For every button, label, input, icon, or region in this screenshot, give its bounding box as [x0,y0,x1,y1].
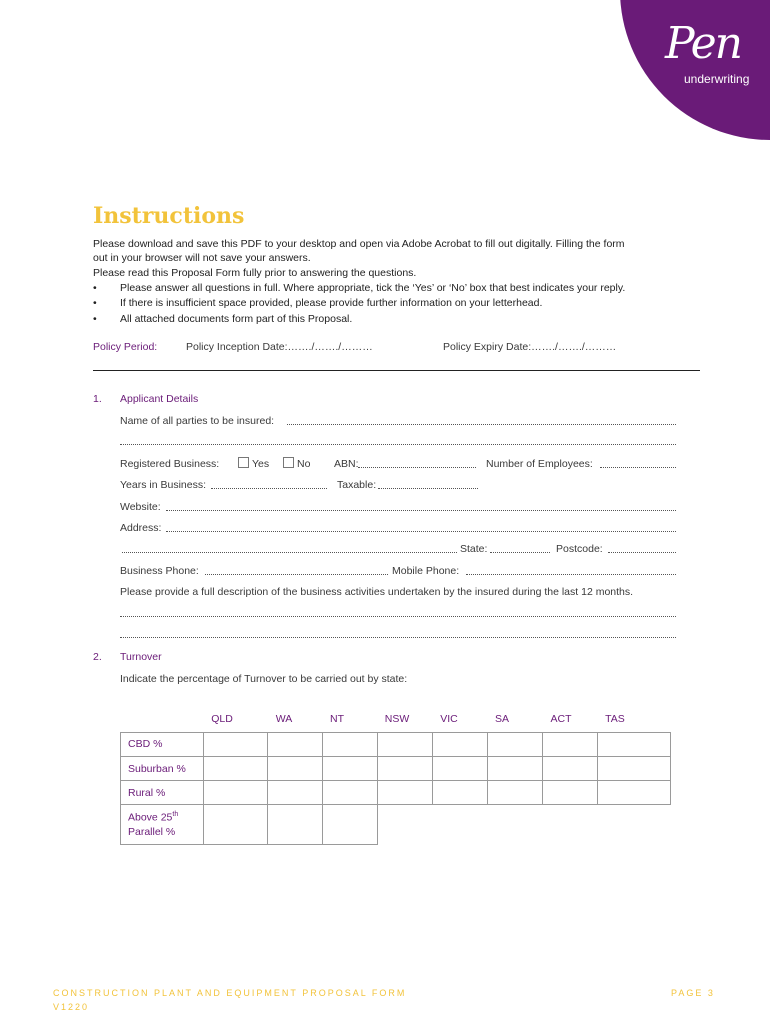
mobile-phone-input[interactable] [466,574,676,575]
policy-inception-date-field[interactable]: Policy Inception Date:……./……./……… [186,341,373,353]
section-heading: Applicant Details [120,393,199,405]
instruction-bullet [93,297,542,309]
address-label: Address: [120,522,162,534]
turnover-input-qld[interactable] [203,804,268,845]
yes-label: Yes [252,458,270,470]
employees-label: Number of Employees: [486,458,593,470]
turnover-input-wa[interactable] [267,780,323,805]
section-number: 1. [93,393,102,405]
turnover-input-nsw[interactable] [377,756,433,781]
intro-line: out in your browser will not save your answers. [93,252,311,264]
registered-no-option[interactable] [283,457,310,470]
turnover-input-nsw[interactable] [377,780,433,805]
row-label-rural: Rural % [128,787,166,799]
postcode-label: Postcode: [556,543,603,555]
column-header-wa: WA [275,713,293,725]
section-divider [93,370,700,371]
column-header-nt: NT [330,713,344,725]
column-header-tas: TAS [605,713,625,725]
state-input[interactable] [490,552,550,553]
intro-line: Please download and save this PDF to your desktop and open via Adobe Acrobat to fill out digitally. Filling the form [93,238,625,250]
turnover-input-qld[interactable] [203,732,268,757]
years-in-business-input[interactable] [211,488,327,489]
employees-input[interactable] [600,467,676,468]
business-description-prompt: Please provide a full description of the business activities undertaken by the insured during the last 12 months. [120,586,634,598]
years-in-business-label: Years in Business: [120,479,206,491]
footer-page-number: PAGE 3 [671,988,715,998]
page-title: Instructions [93,203,245,229]
parties-label: Name of all parties to be insured: [120,415,275,427]
column-header-act: ACT [550,713,572,725]
turnover-input-wa[interactable] [267,756,323,781]
turnover-input-act[interactable] [542,780,598,805]
section-heading: Turnover [120,651,162,663]
policy-period-label: Policy Period: [93,341,158,353]
row-label-above-25th-text: Above 25 [128,811,173,824]
column-header-nsw: NSW [384,713,410,725]
turnover-input-act[interactable] [542,756,598,781]
turnover-prompt: Indicate the percentage of Turnover to be carried out by state: [120,673,408,685]
instruction-bullet [93,282,625,294]
turnover-input-nt[interactable] [322,780,378,805]
turnover-input-vic[interactable] [432,732,488,757]
row-label-above-25th [128,811,178,824]
turnover-input-nt[interactable] [322,756,378,781]
state-label: State: [460,543,488,555]
turnover-input-tas[interactable] [597,780,671,805]
brand-logo-subtitle: underwriting [684,72,750,86]
no-label: No [297,458,311,470]
turnover-input-qld[interactable] [203,756,268,781]
row-label-suburban: Suburban % [128,763,186,775]
turnover-input-vic[interactable] [432,756,488,781]
parties-input[interactable] [287,424,676,425]
brand-logo: Pen [665,18,742,69]
bullet-text: Please answer all questions in full. Where appropriate, tick the ‘Yes’ or ‘No’ box that best indicates your reply. [120,282,626,294]
footer-form-name: CONSTRUCTION PLANT AND EQUIPMENT PROPOSAL FORM [53,988,407,998]
column-header-qld: QLD [211,713,233,725]
turnover-input-wa[interactable] [267,804,323,845]
bullet-glyph: • [93,282,97,294]
turnover-input-wa[interactable] [267,732,323,757]
turnover-input-act[interactable] [542,732,598,757]
business-phone-input[interactable] [205,574,388,575]
turnover-input-qld[interactable] [203,780,268,805]
section-number: 2. [93,651,102,663]
business-phone-label: Business Phone: [120,565,199,577]
bullet-text: If there is insufficient space provided, please provide further information on your letterhead. [120,297,543,309]
bullet-text: All attached documents form part of this Proposal. [120,313,353,325]
turnover-input-nt[interactable] [322,732,378,757]
turnover-input-sa[interactable] [487,756,543,781]
abn-label: ABN: [334,458,359,470]
turnover-input-sa[interactable] [487,780,543,805]
taxable-input[interactable] [378,488,478,489]
business-description-input-line2[interactable] [120,637,676,638]
registered-yes-option[interactable] [238,457,269,470]
bullet-glyph: • [93,297,97,309]
row-label-parallel: Parallel % [128,826,176,838]
turnover-input-tas[interactable] [597,732,671,757]
intro-line: Please read this Proposal Form fully prior to answering the questions. [93,267,417,279]
business-description-input[interactable] [120,616,676,617]
parties-input-line2[interactable] [120,444,676,445]
instruction-bullet [93,313,352,325]
bullet-glyph: • [93,313,97,325]
column-header-vic: VIC [440,713,458,725]
no-checkbox[interactable] [283,457,294,468]
mobile-phone-label: Mobile Phone: [392,565,460,577]
address-input-line2[interactable] [122,552,457,553]
column-header-sa: SA [494,713,509,725]
footer-version: V1220 [53,1002,90,1012]
turnover-input-sa[interactable] [487,732,543,757]
website-label: Website: [120,501,161,513]
website-input[interactable] [166,510,676,511]
yes-checkbox[interactable] [238,457,249,468]
ordinal-suffix: th [172,811,179,818]
turnover-input-tas[interactable] [597,756,671,781]
row-label-cbd: CBD % [128,738,163,750]
registered-business-label: Registered Business: [120,458,220,470]
abn-input[interactable] [358,467,476,468]
address-input[interactable] [166,531,676,532]
turnover-input-nsw[interactable] [377,732,433,757]
turnover-input-vic[interactable] [432,780,488,805]
turnover-input-nt[interactable] [322,804,378,845]
taxable-label: Taxable: [337,479,377,491]
policy-expiry-date-field[interactable]: Policy Expiry Date:……./……./……… [443,341,617,353]
postcode-input[interactable] [608,552,676,553]
